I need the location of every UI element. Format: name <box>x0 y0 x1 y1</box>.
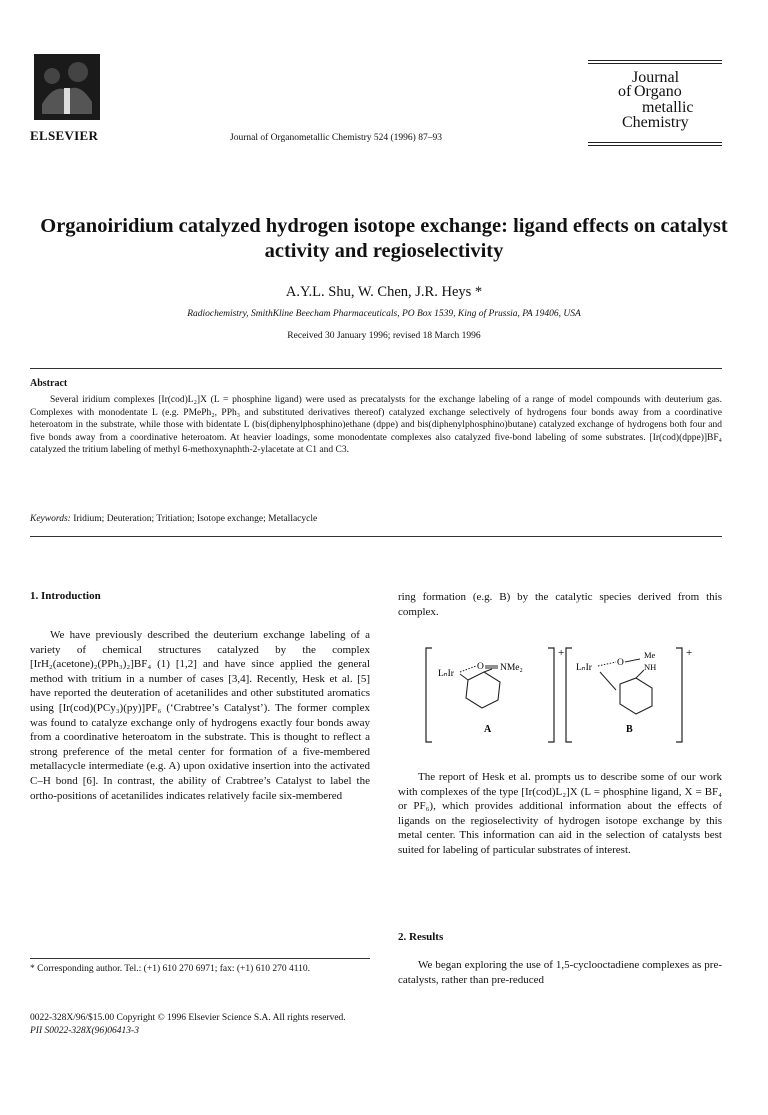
journal-logo-line: Chemistry <box>622 114 689 131</box>
group-b-methyl: Me <box>644 650 656 660</box>
journal-logo-line: Journal <box>632 69 680 86</box>
label-a: A <box>484 724 492 735</box>
keywords <box>30 514 317 524</box>
results-paragraph <box>398 958 722 987</box>
charge-a: + <box>558 647 565 659</box>
oxygen-a: O <box>477 662 484 672</box>
footnote: * Corresponding author. Tel.: (+1) 610 270 6971; fax: (+1) 610 270 4110. <box>30 964 310 974</box>
metallacycle-scheme <box>420 642 700 758</box>
introduction-paragraph <box>30 628 370 803</box>
elsevier-tree-logo <box>34 54 100 120</box>
abstract-text: Several iridium complexes [Ir(cod)L₂]X (L = phosphine ligand) were used as precatalysts for the exchange labeling of a range of model compounds with deuterium gas. Complexes with monodentate L (e.g. PMePh₂, PPh₃ and substituted derivatives thereof) catalyzed exchange selectively of hydrogens four bonds away from a coordinative heteroatom in the substrate, while those with bidentate L (bis(diphenylphosphino)ethane (dppe) and bis(diphenylphosphino)butane) catalyzed exchange of hydrogens both four and five bonds away from a coordinative heteroatom. At heavier loadings, some monodentate complexes also catalyzed five-bond labeling of some substrates. [Ir(cod)(dppe)]BF₄ catalyzed the tritium labeling of methyl 6-methoxynaphth-2-ylacetate at C1 and C3. <box>30 395 722 456</box>
ligand-effects-paragraph <box>398 770 722 858</box>
oxygen-b: O <box>617 658 624 668</box>
introduction-continuation <box>398 590 722 619</box>
abstract-top-rule <box>30 368 722 369</box>
article-title: Organoiridium catalyzed hydrogen isotope exchange: ligand effects on catalyst activity and regioselectivity <box>40 215 728 262</box>
results-text: We began exploring the use of 1,5-cyclooctadiene complexes as pre-catalysts, rather than pre-reduced <box>398 959 722 986</box>
journal-logo-line: Organo <box>634 83 682 100</box>
section-heading-introduction: 1. Introduction <box>30 590 101 602</box>
copyright-line: 0022-328X/96/$15.00 Copyright © 1996 Elsevier Science S.A. All rights reserved. <box>30 1013 346 1023</box>
received-dates: Received 30 January 1996; revised 18 March 1996 <box>287 331 481 341</box>
copyright-block <box>30 1012 346 1038</box>
introduction-continuation-text: ring formation (e.g. B) by the catalytic species derived from this complex. <box>398 591 722 618</box>
abstract-heading: Abstract <box>30 378 68 389</box>
journal-reference: Journal of Organometallic Chemistry 524 (1996) 87–93 <box>230 133 442 143</box>
group-a: NMe₂ <box>500 663 523 673</box>
section-heading-results: 2. Results <box>398 931 444 943</box>
ligand-iridium-b: LₙIr <box>576 663 592 673</box>
journal-logo <box>588 60 722 150</box>
introduction-text: We have previously described the deuterium exchange labeling of a variety of chemical structures catalyzed by the complex [IrH₂(acetone)₂(PPh₃)₂]BF₄ (1) [1,2] and have since applied the general method with tritium in a number of cases [3,4]. Recently, Hesk et al. [5] have reported the deuteration of acetanilides and other substituted aromatics using [Ir(cod)(PCy₃)(py)]PF₆ (‘Crabtree’s Catalyst’). The former complex was found to catalyze exchange only of hydrogens exactly four bonds away from a coordinative heteroatom in the substrate. This is thought to reflect a strong preference of the metal center for formation of a five-membered metallacycle intermediate (e.g. A) upon oxidative insertion into the activated C–H bond [6]. In contrast, the ability of Crabtree’s Catalyst to label the ortho-positions of acetanilides indicates relatively facile six-membered <box>30 629 370 802</box>
ligand-effects-text: The report of Hesk et al. prompts us to describe some of our work with complexes of the type [Ir(cod)L₂]X (L = phosphine ligand, X = BF₄ or PF₆), which provides additional information about the effects of ligands on the regioselectivity of hydrogen isotope exchange by this metal center. This information can aid in the selection of catalysts best suited for labeling of particular substrates of interest. <box>398 771 722 856</box>
affiliation: Radiochemistry, SmithKline Beecham Pharmaceuticals, PO Box 1539, King of Prussia, PA 19406, USA <box>187 309 581 319</box>
keywords-list: Iridium; Deuteration; Tritiation; Isotope exchange; Metallacycle <box>73 514 318 524</box>
group-b-nh: NH <box>644 662 657 672</box>
abstract-bottom-rule <box>30 536 722 537</box>
journal-logo-line: of <box>618 83 632 100</box>
charge-b: + <box>686 647 693 659</box>
footnote-rule <box>30 958 370 959</box>
label-b: B <box>626 724 633 735</box>
pii-line: PII S0022-328X(96)06413-3 <box>30 1026 139 1036</box>
journal-logo-line: metallic <box>642 99 694 116</box>
keywords-label: Keywords: <box>30 514 71 524</box>
publisher-name: ELSEVIER <box>30 128 99 143</box>
author-list: A.Y.L. Shu, W. Chen, J.R. Heys * <box>285 284 483 300</box>
ligand-iridium-a: LₙIr <box>438 669 454 679</box>
